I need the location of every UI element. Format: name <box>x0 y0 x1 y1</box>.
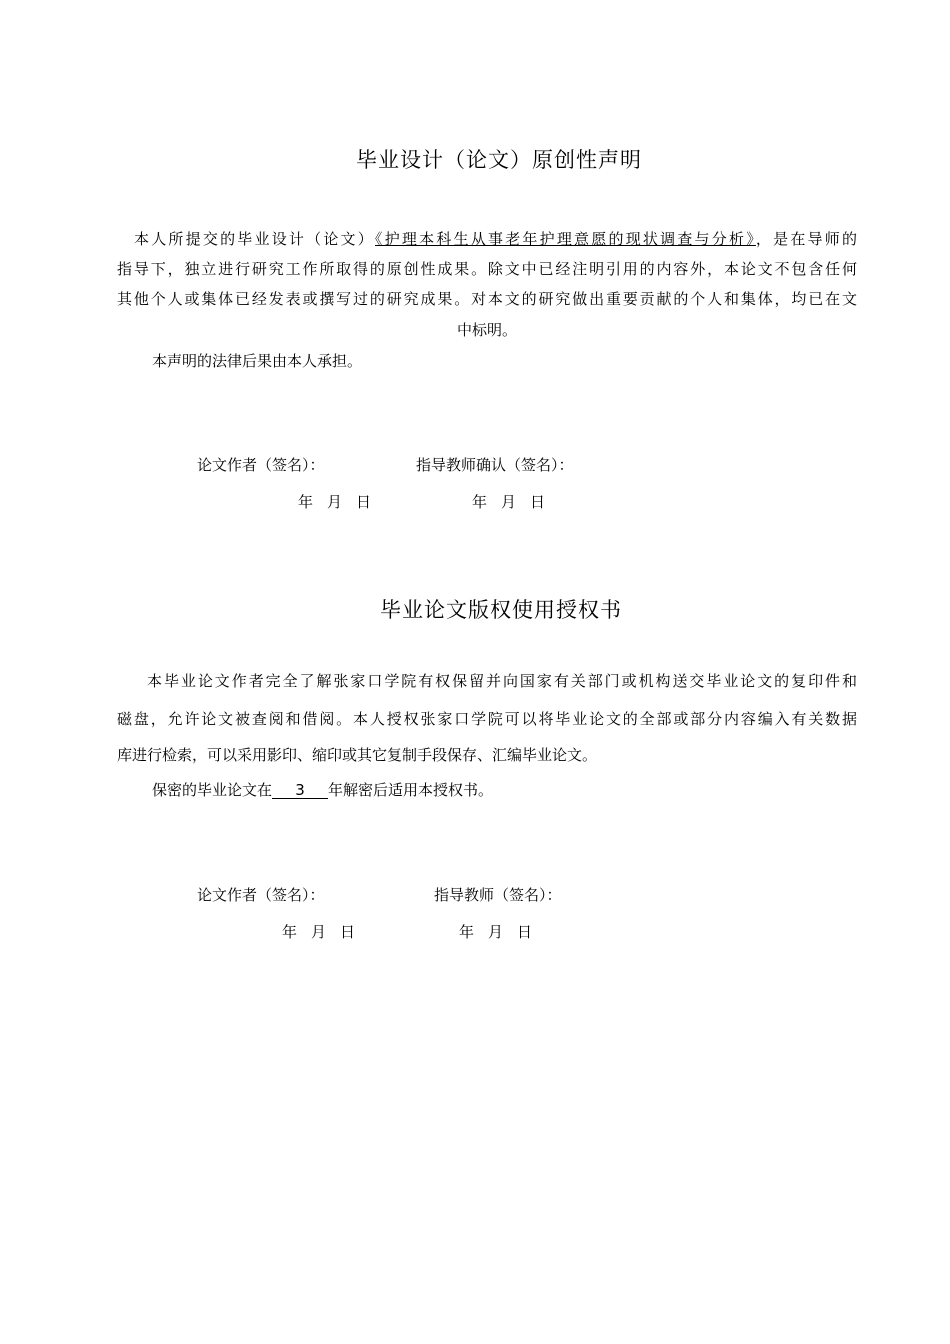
month-label: 月 <box>501 493 517 511</box>
day-label: 日 <box>340 923 356 941</box>
declaration-line-1-suffix: ，是在导师的 <box>755 230 857 248</box>
authorization-advisor-date <box>459 921 532 942</box>
declaration-line-2: 指导下，独立进行研究工作所取得的原创性成果。除文中已经注明引用的内容外，本论文不包含任何 <box>117 260 857 278</box>
declaration-line-1-prefix: 本人所提交的毕业设计（论文） <box>134 230 375 248</box>
month-label: 月 <box>311 923 327 941</box>
authorization-line-1: 本毕业论文作者完全了解张家口学院有权保留并向国家有关部门或机构送交毕业论文的复印件和 <box>147 672 857 690</box>
authorization-line-3: 库进行检索，可以采用影印、缩印或其它复制手段保存、汇编毕业论文。 <box>117 746 598 764</box>
secrecy-line <box>152 779 493 800</box>
authorization-author-date <box>282 921 355 942</box>
secrecy-suffix: 年解密后适用本授权书。 <box>328 781 494 799</box>
authorization-author-signature-label: 论文作者（签名）： <box>197 886 325 904</box>
declaration-line-3: 其他个人或集体已经发表或撰写过的研究成果。对本文的研究做出重要贡献的个人和集体，均已在文 <box>117 290 857 308</box>
declaration-author-signature-label: 论文作者（签名）： <box>197 456 325 474</box>
authorization-advisor-signature-label: 指导教师（签名）： <box>434 886 562 904</box>
declaration-line-4: 中标明。 <box>456 321 517 339</box>
declaration-advisor-signature-label: 指导教师确认（签名）： <box>416 456 574 474</box>
day-label: 日 <box>517 923 533 941</box>
declaration-title: 毕业设计（论文）原创性声明 <box>356 148 642 172</box>
year-label: 年 <box>472 493 488 511</box>
year-label: 年 <box>282 923 298 941</box>
year-label: 年 <box>298 493 314 511</box>
secrecy-prefix: 保密的毕业论文在 <box>152 781 273 799</box>
declaration-line-1 <box>117 228 857 249</box>
authorization-line-2: 磁盘，允许论文被查阅和借阅。本人授权张家口学院可以将毕业论文的全部或部分内容编入有关数据 <box>117 710 857 728</box>
month-label: 月 <box>327 493 343 511</box>
year-label: 年 <box>459 923 475 941</box>
month-label: 月 <box>488 923 504 941</box>
day-label: 日 <box>530 493 546 511</box>
declaration-author-date <box>298 491 371 512</box>
thesis-title: 《护理本科生从事老年护理意愿的现状调查与分析》 <box>375 230 756 248</box>
declaration-advisor-date <box>472 491 545 512</box>
secrecy-years-field: 3 <box>272 782 328 799</box>
day-label: 日 <box>356 493 372 511</box>
authorization-title: 毕业论文版权使用授权书 <box>380 598 622 622</box>
declaration-line-5: 本声明的法律后果由本人承担。 <box>152 352 363 370</box>
